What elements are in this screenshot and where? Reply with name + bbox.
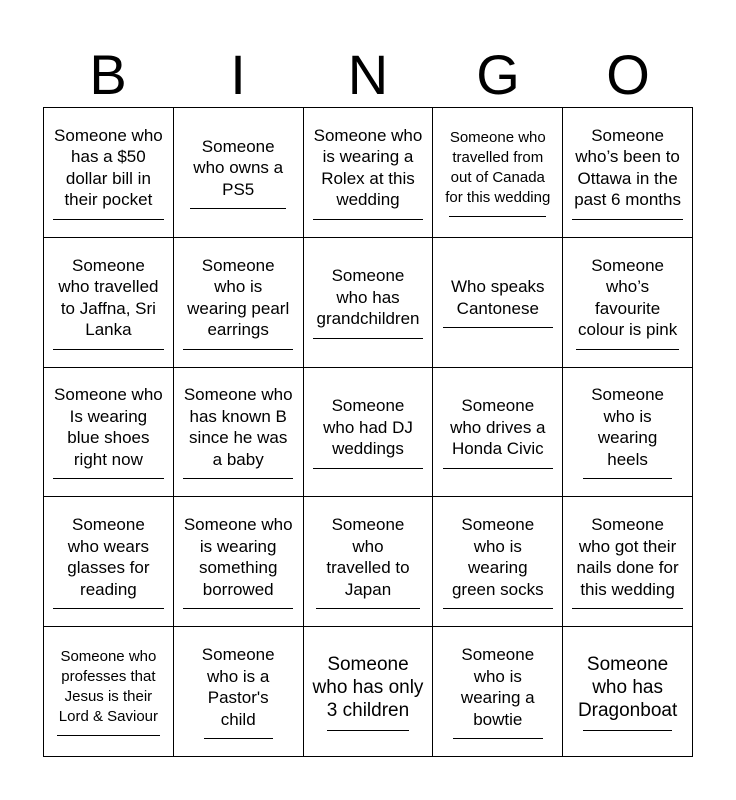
bingo-cell-signature-line[interactable]: [453, 738, 543, 739]
bingo-cell-signature-line[interactable]: [313, 338, 423, 339]
bingo-cell[interactable]: [304, 627, 434, 757]
bingo-cell-text: Someone who has only 3 children: [312, 653, 424, 721]
bingo-cell-signature-line[interactable]: [53, 478, 163, 479]
bingo-cell[interactable]: [174, 497, 304, 627]
bingo-cell[interactable]: [174, 627, 304, 757]
bingo-cell-signature-line[interactable]: [190, 208, 287, 209]
bingo-cell[interactable]: [563, 627, 693, 757]
bingo-cell-signature-line[interactable]: [53, 219, 163, 220]
bingo-cell-text: Someone who is wearing pearl earrings: [187, 255, 290, 340]
bingo-cell-text: Someone who is wearing a Rolex at this wedding: [313, 125, 423, 210]
bingo-cell[interactable]: [433, 368, 563, 498]
bingo-cell-text: Someone who has Dragonboat: [577, 653, 678, 721]
bingo-cell[interactable]: [563, 368, 693, 498]
bingo-cell-text: Someone who is wearing green socks: [451, 515, 544, 599]
bingo-cell-text: Someone who travelled from out of Canada for this wedding: [445, 128, 551, 206]
bingo-cell-signature-line[interactable]: [183, 349, 293, 350]
bingo-cell[interactable]: [433, 238, 563, 368]
bingo-cell[interactable]: [44, 368, 174, 498]
bingo-cell-text: Someone who is wearing heels: [591, 385, 664, 469]
bingo-cell-signature-line[interactable]: [313, 468, 423, 469]
bingo-cell[interactable]: [433, 108, 563, 238]
bingo-cell-signature-line[interactable]: [572, 608, 682, 609]
header-letter-o: O: [606, 43, 650, 106]
bingo-cell-text: Someone who is wearing a bowtie: [460, 645, 535, 729]
bingo-cell-signature-line[interactable]: [583, 478, 673, 479]
bingo-cell-signature-line[interactable]: [576, 349, 680, 350]
bingo-cell-text: Someone who’s favourite colour is pink: [577, 255, 678, 340]
bingo-cell-signature-line[interactable]: [443, 468, 553, 469]
bingo-cell-text: Someone who owns a PS5: [193, 136, 284, 199]
bingo-cell-text: Who speaks Cantonese: [451, 277, 545, 318]
bingo-cell-text: Someone who’s been to Ottawa in the past 6 months: [574, 125, 681, 210]
header-letter-b: B: [89, 43, 127, 106]
bingo-cell-text: Someone who professes that Jesus is their Lord & Saviour: [58, 648, 159, 726]
bingo-cell-signature-line[interactable]: [449, 216, 546, 217]
bingo-cell[interactable]: [563, 238, 693, 368]
bingo-cell-text: Someone who is a Pastor's child: [201, 645, 275, 729]
bingo-cell-signature-line[interactable]: [57, 735, 161, 736]
header-letter-i: I: [230, 43, 246, 106]
bingo-cell[interactable]: [304, 497, 434, 627]
bingo-cell[interactable]: [304, 238, 434, 368]
bingo-cell-signature-line[interactable]: [53, 608, 163, 609]
bingo-cell-signature-line[interactable]: [53, 349, 163, 350]
bingo-cell-text: Someone who wears glasses for reading: [67, 515, 150, 599]
bingo-cell[interactable]: [563, 108, 693, 238]
bingo-cell-signature-line[interactable]: [327, 730, 410, 731]
bingo-cell-signature-line[interactable]: [183, 608, 293, 609]
bingo-cell[interactable]: [44, 108, 174, 238]
bingo-cell-signature-line[interactable]: [583, 730, 673, 731]
bingo-cell-signature-line[interactable]: [183, 478, 293, 479]
bingo-cell-text: Someone who travelled to Jaffna, Sri Lanka: [58, 255, 159, 340]
header-letter-g: G: [476, 43, 520, 106]
bingo-header: [43, 43, 693, 106]
bingo-cell-signature-line[interactable]: [313, 219, 423, 220]
bingo-cell-signature-line[interactable]: [572, 219, 682, 220]
bingo-cell-text: Someone who has a $50 dollar bill in their pocket: [54, 125, 163, 210]
bingo-cell-signature-line[interactable]: [443, 608, 553, 609]
bingo-cell[interactable]: [174, 108, 304, 238]
bingo-cell-text: Someone who is wearing something borrowed: [183, 515, 293, 599]
bingo-cell-text: Someone who has grandchildren: [316, 266, 420, 329]
bingo-cell-signature-line[interactable]: [204, 738, 273, 739]
bingo-cell[interactable]: [44, 497, 174, 627]
bingo-cell-text: Someone who got their nails done for this wedding: [576, 515, 679, 599]
bingo-cell[interactable]: [174, 368, 304, 498]
bingo-cell[interactable]: [44, 627, 174, 757]
bingo-cell-text: Someone who had DJ weddings: [323, 396, 413, 459]
bingo-cell[interactable]: [44, 238, 174, 368]
bingo-cell-text: Someone who drives a Honda Civic: [450, 396, 546, 459]
bingo-cell[interactable]: [433, 627, 563, 757]
bingo-cell-text: Someone who has known B since he was a baby: [183, 385, 293, 469]
bingo-cell-signature-line[interactable]: [316, 608, 420, 609]
bingo-cell-text: Someone who Is wearing blue shoes right now: [54, 385, 163, 469]
bingo-cell[interactable]: [304, 108, 434, 238]
bingo-cell[interactable]: [563, 497, 693, 627]
bingo-cell[interactable]: [304, 368, 434, 498]
bingo-grid: [43, 107, 693, 757]
bingo-cell-signature-line[interactable]: [443, 327, 553, 328]
bingo-cell-text: Someone who travelled to Japan: [326, 515, 410, 599]
header-letter-n: N: [347, 43, 389, 106]
bingo-cell[interactable]: [433, 497, 563, 627]
bingo-cell[interactable]: [174, 238, 304, 368]
